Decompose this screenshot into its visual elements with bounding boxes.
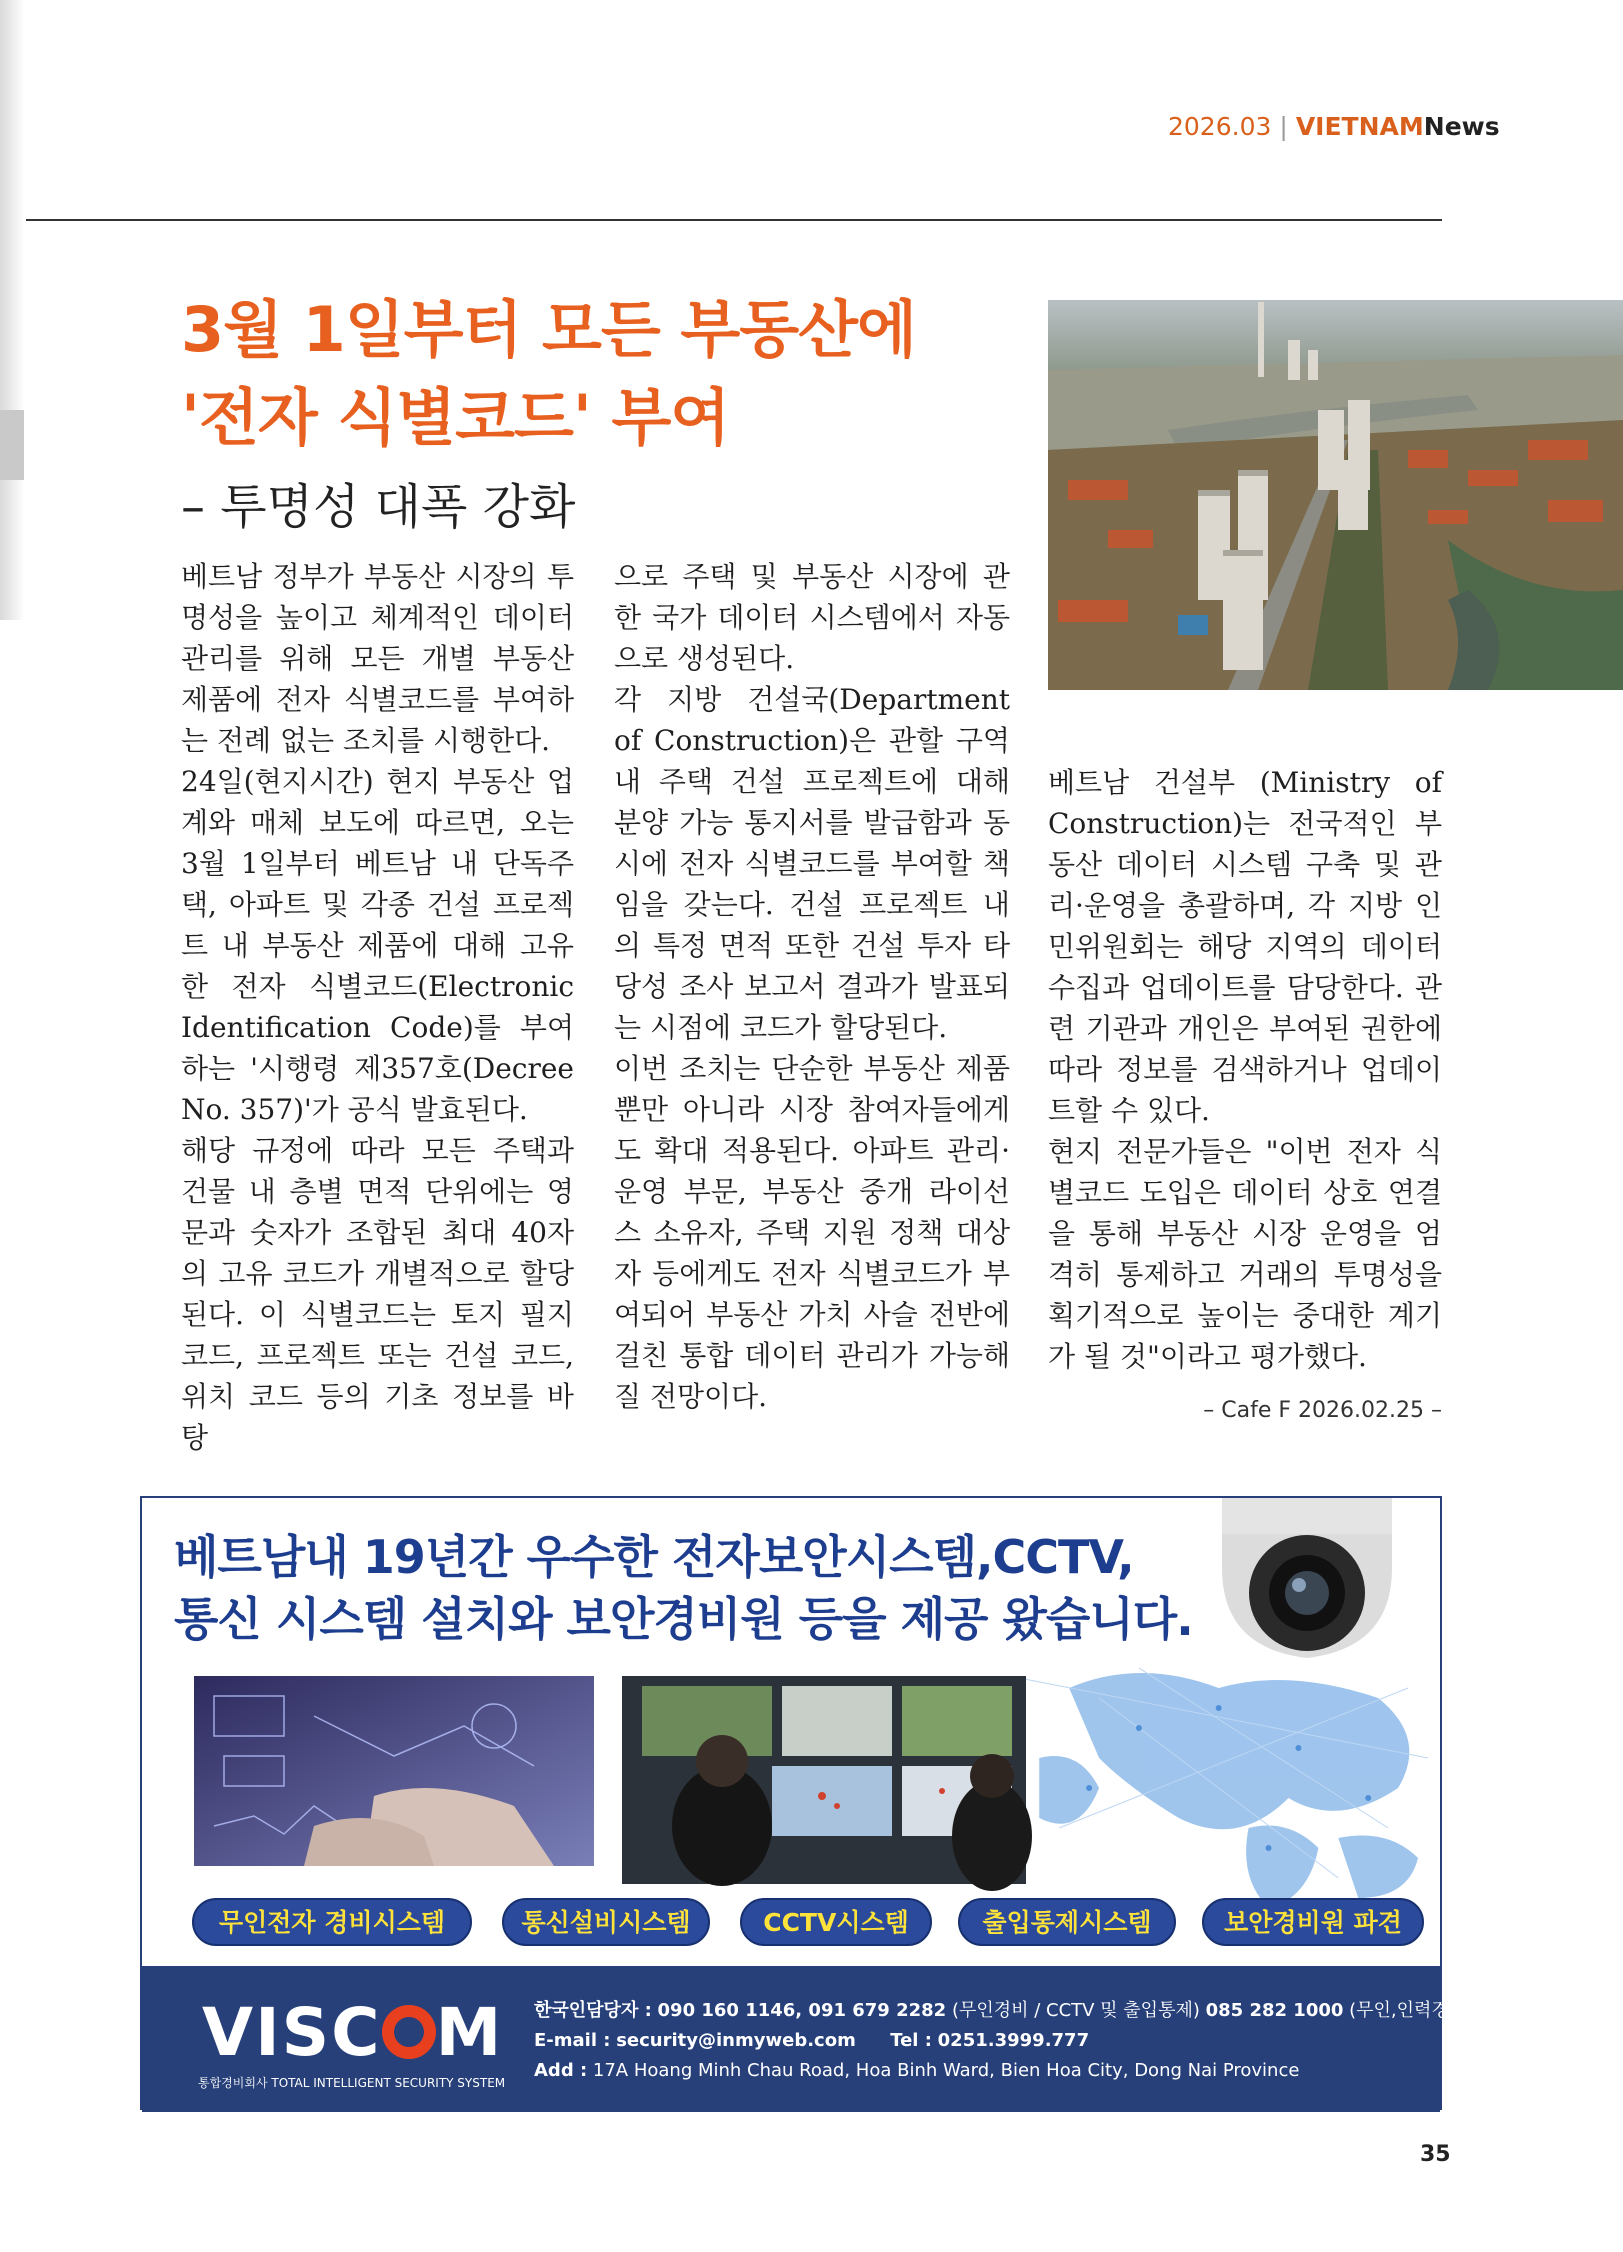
article-source: – Cafe F 2026.02.25 –	[1203, 1398, 1442, 1423]
contact-phones-line	[534, 1996, 1473, 2026]
contact-email-line	[534, 2026, 1473, 2056]
contact-label: 한국인담당자 :	[534, 2000, 652, 2021]
paragraph: 현지 전문가들은 "이번 전자 식별코드 도입은 데이터 상호 연결을 통해 부동산 시장 운영을 엄격히 통제하고 거래의 투명성을 획기적으로 높이는 중대한 계기가 될 것"이라고 평가했다.	[1048, 1135, 1442, 1373]
article-column-1	[181, 556, 574, 1458]
tel-label: Tel :	[890, 2030, 932, 2051]
paragraph: 각 지방 건설국(Department of Construction)은 관할 구역 내 주택 건설 프로젝트에 대해 분양 가능 통지서를 발급함과 동시에 전자 식별코드를 부여할 책임을 갖는다. 건설 프로젝트 내의 특정 면적 또한 건설 투자 타당성 조사 보고서 결과가 발표되는 시점에 코드가 할당된다.	[614, 683, 1010, 1044]
issue-separator: |	[1279, 112, 1288, 141]
service-cctv: CCTV시스템	[740, 1898, 932, 1946]
ad-footer	[142, 1966, 1474, 2112]
contact-phones: 090 160 1146, 091 679 2282	[657, 2000, 947, 2021]
binding-tab	[0, 410, 24, 480]
contact-note-1: (무인경비 / CCTV 및 출입통제)	[951, 2000, 1200, 2021]
paragraph: 이번 조치는 단순한 부동산 제품뿐만 아니라 시장 참여자들에게도 확대 적용된다. 아파트 관리·운영 부문, 부동산 중개 라이선스 소유자, 주택 지원 정책 대상자 등에게도 전자 식별코드가 부여되어 부동산 가치 사슬 전반에 걸친 통합 데이터 관리가 가능해질 전망이다.	[614, 1052, 1010, 1413]
address-value: 17A Hoang Minh Chau Road, Hoa Binh Ward, Bien Hoa City, Dong Nai Province	[592, 2060, 1300, 2081]
logo-text-start: VISC	[202, 1994, 382, 2071]
logo-o-mark	[382, 2005, 436, 2059]
service-access-control: 출입통제시스템	[958, 1898, 1176, 1946]
city-aerial-photo	[1048, 300, 1623, 690]
issue-date: 2026.03	[1168, 112, 1272, 141]
email-label: E-mail :	[534, 2030, 611, 2051]
article-column-3	[1048, 762, 1442, 1377]
title-line-2: '전자 식별코드' 부여	[181, 381, 730, 454]
service-communication: 통신설비시스템	[502, 1898, 710, 1946]
contact-note-2: (무인,인력경비)	[1349, 2000, 1474, 2021]
brand-vietnam: VIETNAM	[1295, 112, 1424, 141]
control-room-photo	[622, 1676, 1026, 1884]
paragraph: 베트남 건설부 (Ministry of Construction)는 전국적인 부동산 데이터 시스템 구축 및 관리·운영을 총괄하며, 각 지방 인민위원회는 해당 지역의 데이터 수집과 업데이트를 담당한다. 관련 기관과 개인은 부여된 권한에 따라 정보를 검색하거나 업데이트할 수 있다.	[1048, 766, 1442, 1127]
contact-info	[534, 1996, 1473, 2086]
viscom-logo	[202, 1994, 503, 2071]
service-security-guard: 보안경비원 파견	[1202, 1898, 1424, 1946]
logo-text-end: M	[435, 1994, 504, 2071]
brand-news: News	[1423, 112, 1500, 141]
article-column-2	[614, 556, 1010, 1417]
viscom-advertisement	[140, 1496, 1474, 2110]
paragraph: 24일(현지시간) 현지 부동산 업계와 매체 보도에 따르면, 오는 3월 1일부터 베트남 내 단독주택, 아파트 및 각종 건설 프로젝트 내 부동산 제품에 대해 고유한 전자 식별코드(Electronic Identification Code)를 부여하는 '시행령 제357호(Decree No. 357)'가 공식 발효된다.	[181, 765, 574, 1126]
ad-headline-line-1: 베트남내 19년간 우수한 전자보안시스템,CCTV,	[174, 1530, 1134, 1584]
paragraph: 해당 규정에 따라 모든 주택과 건물 내 층별 면적 단위에는 영문과 숫자가 조합된 최대 40자의 고유 코드가 개별적으로 할당된다. 이 식별코드는 토지 필지 코드, 프로젝트 또는 건설 코드, 위치 코드 등의 기초 정보를 바탕	[181, 1134, 574, 1454]
cctv-dome-camera-icon	[1202, 1498, 1412, 1678]
contact-phone-2: 085 282 1000	[1205, 2000, 1344, 2021]
issue-header	[1168, 112, 1500, 141]
article-title	[181, 286, 916, 462]
ad-headline	[174, 1526, 1193, 1650]
tech-hands-photo	[194, 1676, 594, 1866]
service-unmanned-security: 무인전자 경비시스템	[192, 1898, 472, 1946]
logo-tagline: 통합경비회사 TOTAL INTELLIGENT SECURITY SYSTEM	[198, 2076, 506, 2090]
binding-edge	[0, 0, 24, 620]
address-label: Add :	[534, 2060, 588, 2081]
paragraph: 으로 주택 및 부동산 시장에 관한 국가 데이터 시스템에서 자동으로 생성된다.	[614, 560, 1010, 675]
tel-value: 0251.3999.777	[937, 2030, 1090, 2051]
contact-address-line	[534, 2056, 1473, 2086]
page-number: 35	[1420, 2142, 1451, 2167]
paragraph: 베트남 정부가 부동산 시장의 투명성을 높이고 체계적인 데이터 관리를 위해 모든 개별 부동산 제품에 전자 식별코드를 부여하는 전례 없는 조치를 시행한다.	[181, 560, 574, 757]
ad-headline-line-2: 통신 시스템 설치와 보안경비원 등을 제공 왔습니다.	[174, 1592, 1193, 1646]
email-value: security@inmyweb.com	[616, 2030, 856, 2051]
header-rule	[26, 219, 1442, 221]
title-line-1: 3월 1일부터 모든 부동산에	[181, 293, 916, 366]
article-subtitle: – 투명성 대폭 강화	[181, 479, 576, 535]
